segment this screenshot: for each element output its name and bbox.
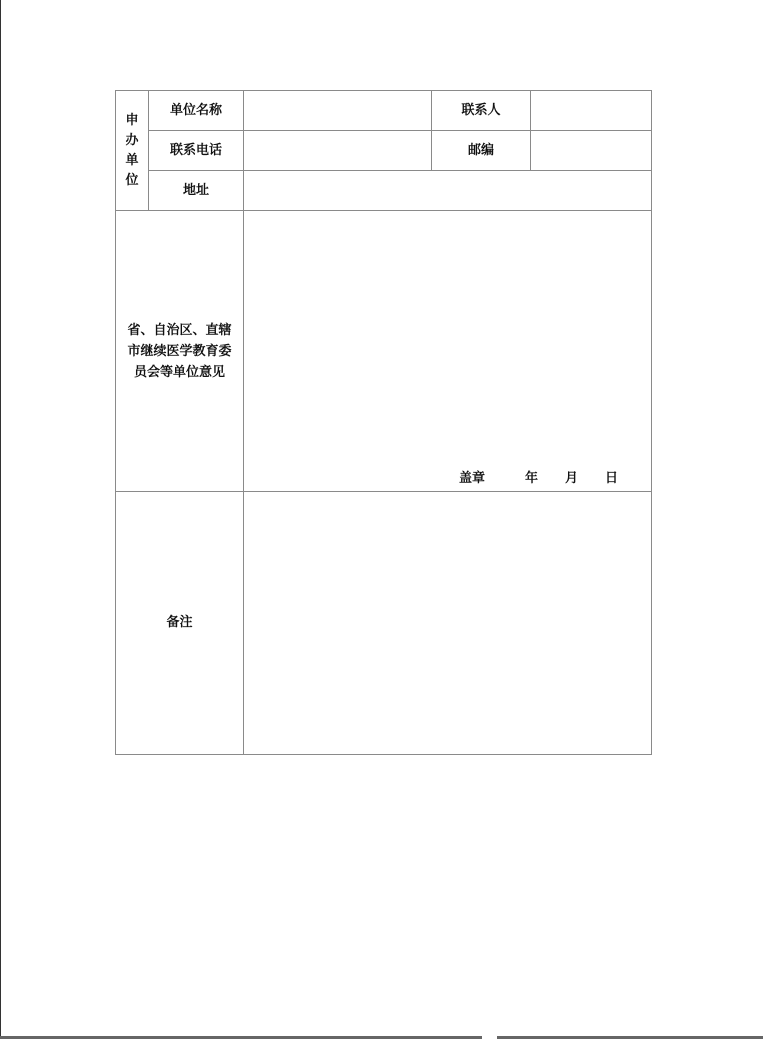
applicant-section-label: 申办单位	[125, 112, 139, 188]
contact-person-label: 联系人	[432, 91, 531, 131]
remarks-row	[116, 492, 652, 755]
phone-label: 联系电话	[149, 131, 244, 171]
opinion-field[interactable]	[244, 211, 652, 492]
year-label: 年	[524, 471, 538, 486]
opinion-label: 省、自治区、直辖市继续医学教育委员会等单位意见	[127, 322, 232, 380]
seal-date-line	[459, 469, 618, 489]
address-label: 地址	[149, 171, 244, 211]
address-field[interactable]	[244, 171, 652, 211]
applicant-section-cell	[116, 91, 149, 211]
contact-person-field[interactable]	[531, 91, 652, 131]
phone-field[interactable]	[244, 131, 432, 171]
postcode-field[interactable]	[531, 131, 652, 171]
day-label: 日	[604, 471, 618, 486]
remarks-label: 备注	[116, 492, 244, 755]
postcode-label: 邮编	[432, 131, 531, 171]
address-row	[116, 171, 652, 211]
application-form-table	[115, 90, 652, 755]
opinion-label-cell	[116, 211, 244, 492]
opinion-row	[116, 211, 652, 492]
phone-row	[116, 131, 652, 171]
unit-name-field[interactable]	[244, 91, 432, 131]
seal-label: 盖章	[458, 471, 485, 486]
month-label: 月	[564, 471, 578, 486]
remarks-field[interactable]	[244, 492, 652, 755]
unit-name-row	[116, 91, 652, 131]
page-left-edge	[0, 0, 1, 1039]
unit-name-label: 单位名称	[149, 91, 244, 131]
